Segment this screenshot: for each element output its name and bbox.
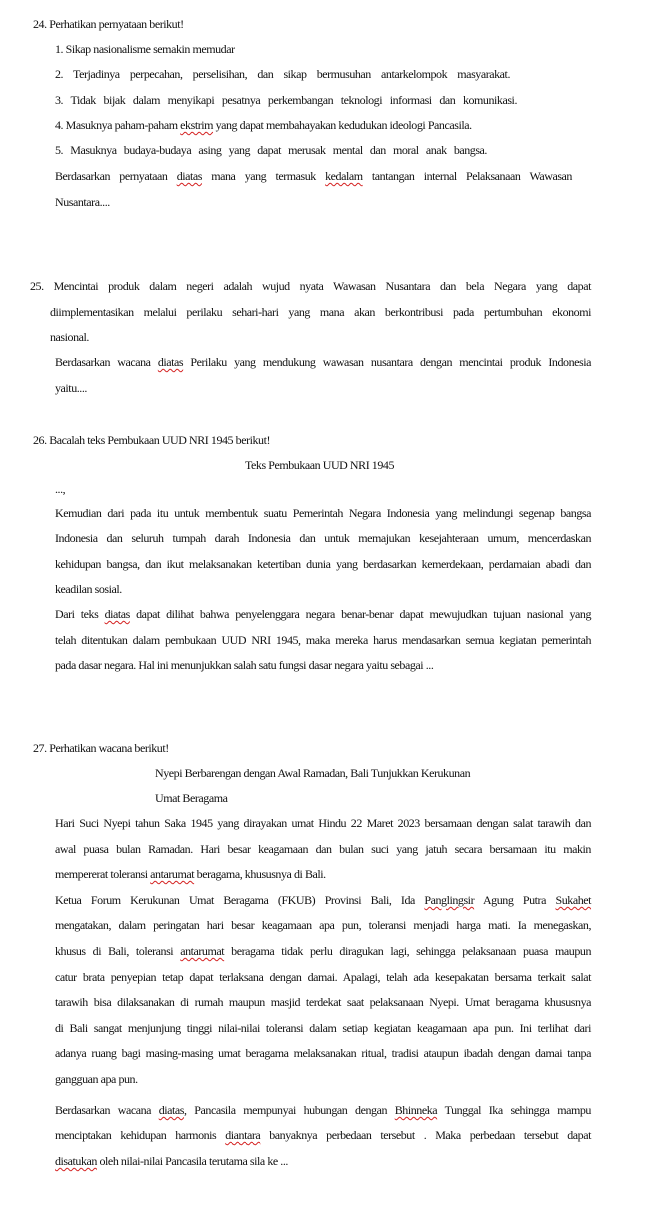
passage-line: gangguan apa pun. <box>55 1072 138 1086</box>
question-prompt: Bacalah teks Pembukaan UUD NRI 1945 berikut! <box>49 433 271 447</box>
spellcheck-underline: Bhinneka <box>394 1103 438 1117</box>
spellcheck-underline: diatas <box>104 607 130 621</box>
passage-line: Hari Suci Nyepi tahun Saka 1945 yang dirayakan umat Hindu 22 Maret 2023 bersamaan dengan salat tarawih dan <box>55 816 591 830</box>
question-prompt: Perhatikan pernyataan berikut! <box>49 17 184 31</box>
question-text: Berdasarkan pernyataan diatas mana yang termasuk kedalam tantangan internal Pelaksanaan Wawasan <box>55 169 572 183</box>
question-number: 24. <box>33 17 47 31</box>
question-text: Berdasarkan wacana diatas Perilaku yang mendukung wawasan nusantara dengan mencintai produk Indonesia <box>55 355 591 369</box>
spellcheck-underline: diatas <box>157 355 184 369</box>
question-25-line: diimplementasikan melalui perilaku sehari-hari yang mana akan berkontribusi pada pertumbuhan ekonomi <box>50 305 591 319</box>
spellcheck-underline: Sukahet <box>555 893 592 907</box>
spellcheck-underline: antarumat <box>150 867 195 881</box>
spellcheck-underline: diatas <box>176 169 202 183</box>
passage-line: Kemudian dari pada itu untuk membentuk suatu Pemerintah Negara Indonesia yang melindungi segenap bangsa <box>55 506 591 520</box>
passage-line: catur brata penyepian tetap dapat terlaksana dengan damai. Apalagi, telah ada kesepakatan bersama terkait salat <box>55 970 591 984</box>
passage-line: kehidupan bangsa, dan ikut melaksanakan ketertiban dunia yang berdasarkan kemerdekaan, perdamaian abadi dan <box>55 557 591 571</box>
passage-line: mengatakan, dalam peringatan hari besar keagamaan apa pun, toleransi menjadi harga mati. Ia menegaskan, <box>55 918 591 932</box>
question-25-line: nasional. <box>50 330 89 344</box>
question-27-heading <box>33 741 169 755</box>
question-25-line: 25. Mencintai produk dalam negeri adalah wujud nyata Wawasan Nusantara dan bela Negara yang dapat <box>30 279 591 293</box>
spellcheck-underline: ekstrim <box>180 118 214 132</box>
statement-item: 4. Masuknya paham-paham ekstrim yang dapat membahayakan kedudukan ideologi Pancasila. <box>55 118 472 132</box>
spellcheck-underline: kedalam <box>325 169 363 183</box>
question-text: telah ditentukan dalam pembukaan UUD NRI 1945, maka mereka harus mendasarkan semua kegiatan pemerintah <box>55 633 591 647</box>
spellcheck-underline: disatukan <box>55 1154 97 1168</box>
question-number: 26. <box>33 433 47 447</box>
passage-ellipsis: ..., <box>55 482 66 496</box>
question-text: menciptakan kehidupan harmonis diantara banyaknya perbedaan tersebut . Maka perbedaan tersebut dapat <box>55 1128 591 1142</box>
statement-item: 2. Terjadinya perpecahan, perselisihan, dan sikap bermusuhan antarkelompok masyarakat. <box>55 67 510 81</box>
passage-line: Indonesia dan seluruh tumpah darah Indonesia dan untuk memajukan kesejahteraan umum, mencerdaskan <box>55 531 591 545</box>
question-24-heading <box>33 17 184 31</box>
passage-line: adanya ruang bagi masing-masing umat beragama melaksanakan ritual, tradisi ataupun ibadah dengan damai tanpa <box>55 1046 591 1060</box>
question-prompt: Perhatikan wacana berikut! <box>49 741 169 755</box>
passage-line: awal puasa bulan Ramadan. Hari besar keagamaan dan bulan suci yang jatuh secara bersamaan itu makin <box>55 842 591 856</box>
statement-item: 5. Masuknya budaya-budaya asing yang dapat merusak mental dan moral anak bangsa. <box>55 143 487 157</box>
statement-item: 1. Sikap nasionalisme semakin memudar <box>55 42 235 56</box>
passage-line: keadilan sosial. <box>55 582 122 596</box>
passage-line: tarawih bisa dilaksanakan di rumah maupun masjid terdekat saat pelaksanaan Nyepi. Umat beragama khususnya <box>55 995 591 1009</box>
spellcheck-underline: diatas <box>158 1103 185 1117</box>
question-text: Berdasarkan wacana diatas, Pancasila mempunyai hubungan dengan Bhinneka Tunggal Ika sehingga mampu <box>55 1103 591 1117</box>
passage-line: di Bali sangat menjunjung tinggi nilai-nilai toleransi dalam setiap kegiatan keagamaan apa pun. Ini terlihat dari <box>55 1021 591 1035</box>
question-text-end: yaitu.... <box>55 381 87 395</box>
question-text-end: Nusantara.... <box>55 195 110 209</box>
statement-item: 3. Tidak bijak dalam menyikapi pesatnya perkembangan teknologi informasi dan komunikasi. <box>55 93 517 107</box>
passage-title: Teks Pembukaan UUD NRI 1945 <box>245 458 394 472</box>
question-26-heading <box>33 433 270 447</box>
spellcheck-underline: antarumat <box>180 944 225 958</box>
question-number: 25. <box>30 279 44 293</box>
question-text-end: pada dasar negara. Hal ini menunjukkan salah satu fungsi dasar negara yaitu sebagai ... <box>55 658 434 672</box>
passage-title: Nyepi Berbarengan dengan Awal Ramadan, Bali Tunjukkan Kerukunan <box>155 766 471 780</box>
question-number: 27. <box>33 741 47 755</box>
passage-line: Ketua Forum Kerukunan Umat Beragama (FKUB) Provinsi Bali, Ida Panglingsir Agung Putra Sukahet <box>55 893 592 907</box>
passage-line: mempererat toleransi antarumat beragama, khususnya di Bali. <box>55 867 326 881</box>
passage-line: khusus di Bali, toleransi antarumat beragama tidak perlu diragukan lagi, sehingga pelaksanaan puasa maupun <box>55 944 591 958</box>
question-text-end: disatukan oleh nilai-nilai Pancasila terutama sila ke ... <box>55 1154 288 1168</box>
spellcheck-underline: diantara <box>225 1128 261 1142</box>
passage-title: Umat Beragama <box>155 791 228 805</box>
question-text: Dari teks diatas dapat dilihat bahwa penyelenggara negara benar-benar dapat mewujudkan tujuan nasional yang <box>55 607 591 621</box>
spellcheck-underline: Panglingsir <box>424 893 475 907</box>
